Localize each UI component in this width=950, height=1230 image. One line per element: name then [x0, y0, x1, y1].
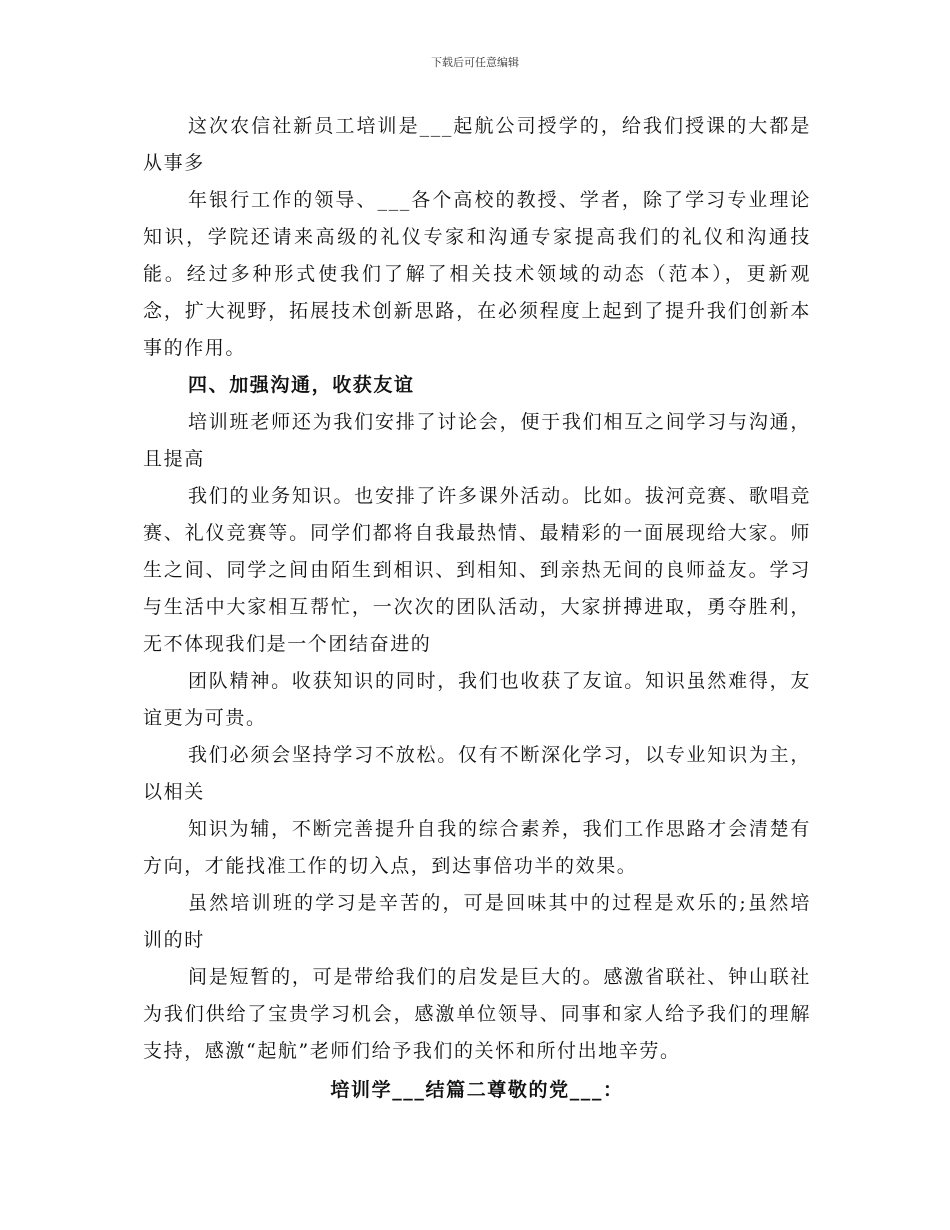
paragraph: 间是短暂的，可是带给我们的启发是巨大的。感激省联社、钟山联社为我们供给了宝贵学习机会，感激单位领导、同事和家人给予我们的理解支持，感激“起航”老师们给予我们的关怀和所付出地辛劳。	[143, 966, 811, 1062]
section-title: 培训学___结篇二尊敬的党___：	[330, 1079, 624, 1101]
paragraph: 这次农信社新员工培训是___起航公司授学的，给我们授课的大都是从事多	[143, 115, 811, 174]
paragraph: 我们的业务知识。也安排了许多课外活动。比如。拔河竞赛、歌唱竞赛、礼仪竞赛等。同学们都将自我最热情、最精彩的一面展现给大家。师生之间、同学之间由陌生到相识、到相知、到亲热无间的良师益友。学习与生活中大家相互帮忙，一次次的团队活动，大家拼搏进取，勇夺胜利，无不体现我们是一个团结奋进的	[143, 485, 811, 655]
paragraph: 年银行工作的领导、___各个高校的教授、学者，除了学习专业理论知识，学院还请来高级的礼仪专家和沟通专家提高我们的礼仪和沟通技能。经过多种形式使我们了解了相关技术领域的动态（范本），更新观念，扩大视野，拓展技术创新思路，在必须程度上起到了提升我们创新本事的作用。	[143, 189, 811, 359]
section-heading: 四、加强沟通，收获友谊	[188, 374, 415, 396]
paragraph: 团队精神。收获知识的同时，我们也收获了友谊。知识虽然难得，友谊更为可贵。	[143, 670, 811, 729]
paragraph: 我们必须会坚持学习不放松。仅有不断深化学习，以专业知识为主，以相关	[143, 744, 811, 803]
page-header: 下载后可任意编辑	[431, 56, 519, 69]
paragraph: 虽然培训班的学习是辛苦的，可是回味其中的过程是欢乐的;虽然培训的时	[143, 892, 811, 951]
paragraph: 培训班老师还为我们安排了讨论会，便于我们相互之间学习与沟通，且提高	[143, 411, 811, 470]
document-body	[143, 108, 811, 1110]
paragraph: 知识为辅，不断完善提升自我的综合素养，我们工作思路才会清楚有方向，才能找准工作的切入点，到达事倍功半的效果。	[143, 818, 811, 877]
